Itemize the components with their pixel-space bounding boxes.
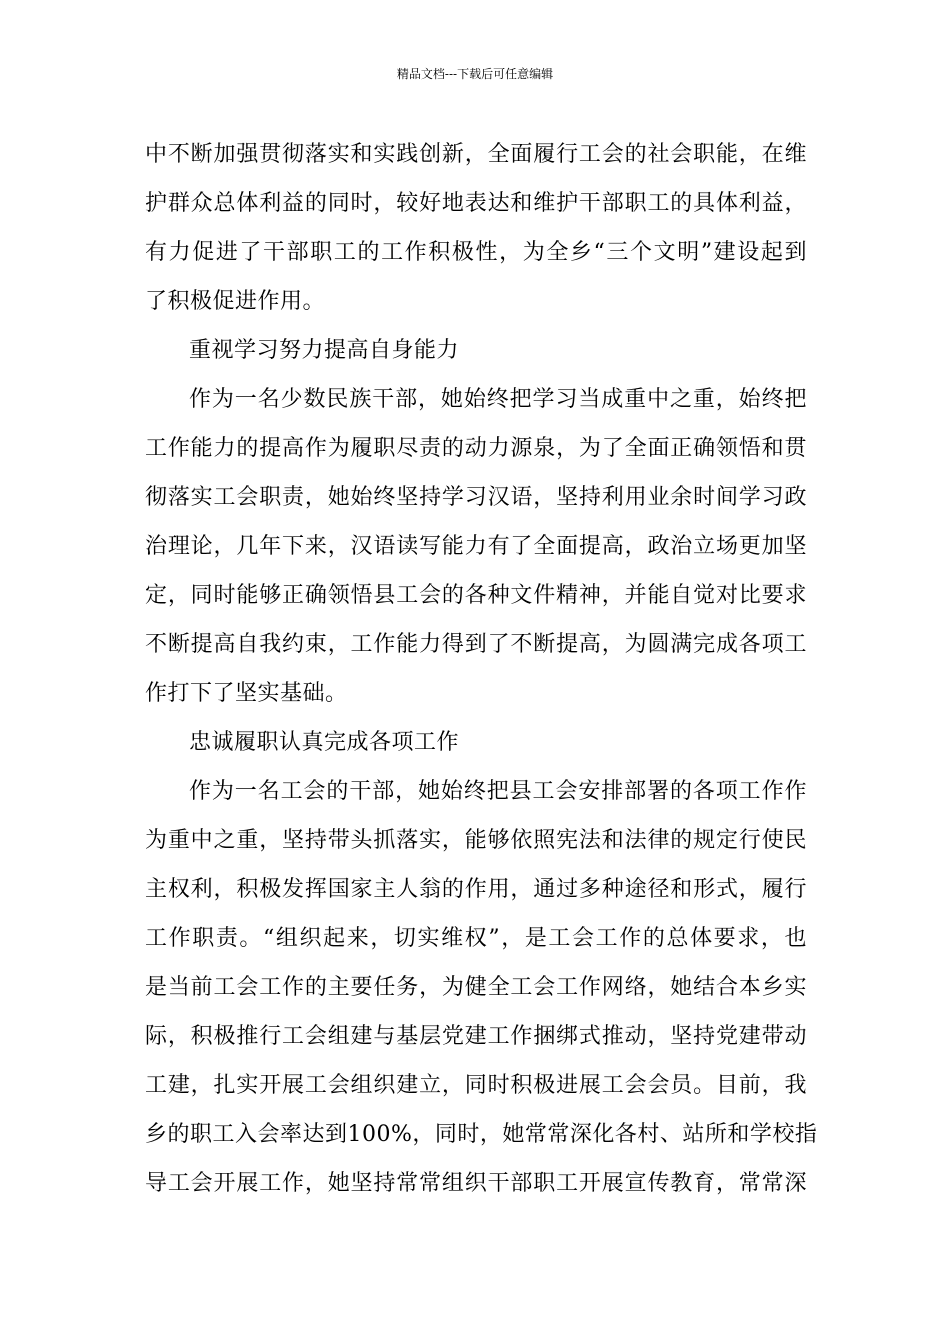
text-line: 作为一名少数民族干部，她始终把学习当成重中之重，始终把 bbox=[189, 387, 807, 412]
text-line: 作打下了坚实基础。 bbox=[145, 681, 348, 706]
text-line: 为重中之重，坚持带头抓落实，能够依照宪法和法律的规定行使民 bbox=[145, 828, 807, 853]
text-line: 定，同时能够正确领悟县工会的各种文件精神，并能自觉对比要求 bbox=[145, 583, 807, 608]
text-line: 有力促进了干部职工的工作积极性，为全乡“三个文明”建设起到 bbox=[145, 240, 807, 265]
text-line: 工建，扎实开展工会组织建立，同时积极进展工会会员。目前，我 bbox=[145, 1073, 807, 1098]
text-line: 彻落实工会职责，她始终坚持学习汉语，坚持利用业余时间学习政 bbox=[145, 485, 807, 510]
document-body bbox=[145, 130, 818, 1208]
text-line: 不断提高自我约束，工作能力得到了不断提高，为圆满完成各项工 bbox=[145, 632, 807, 657]
text-line: 了积极促进作用。 bbox=[145, 289, 326, 314]
text-line: 主权利，积极发挥国家主人翁的作用，通过多种途径和形式，履行 bbox=[145, 877, 807, 902]
section-heading: 重视学习努力提高自身能力 bbox=[189, 338, 460, 363]
page-header: 精品文档---下载后可任意编辑 bbox=[396, 67, 554, 81]
text-line: 是当前工会工作的主要任务，为健全工会工作网络，她结合本乡实 bbox=[145, 975, 807, 1000]
text-line: 作为一名工会的干部，她始终把县工会安排部署的各项工作作 bbox=[189, 779, 807, 804]
text-line: 工作职责。“组织起来，切实维权”，是工会工作的总体要求，也 bbox=[145, 926, 807, 951]
text-line: 乡的职工入会率达到100%，同时，她常常深化各村、站所和学校指 bbox=[145, 1122, 818, 1147]
text-line: 导工会开展工作，她坚持常常组织干部职工开展宣传教育，常常深 bbox=[145, 1171, 807, 1196]
text-line: 中不断加强贯彻落实和实践创新，全面履行工会的社会职能，在维 bbox=[145, 142, 807, 167]
text-line: 际，积极推行工会组建与基层党建工作捆绑式推动，坚持党建带动 bbox=[145, 1024, 807, 1049]
section-heading: 忠诚履职认真完成各项工作 bbox=[189, 730, 460, 755]
text-line: 护群众总体利益的同时，较好地表达和维护干部职工的具体利益， bbox=[145, 191, 807, 216]
text-line: 治理论，几年下来，汉语读写能力有了全面提高，政治立场更加坚 bbox=[145, 534, 807, 559]
text-line: 工作能力的提高作为履职尽责的动力源泉，为了全面正确领悟和贯 bbox=[145, 436, 807, 461]
